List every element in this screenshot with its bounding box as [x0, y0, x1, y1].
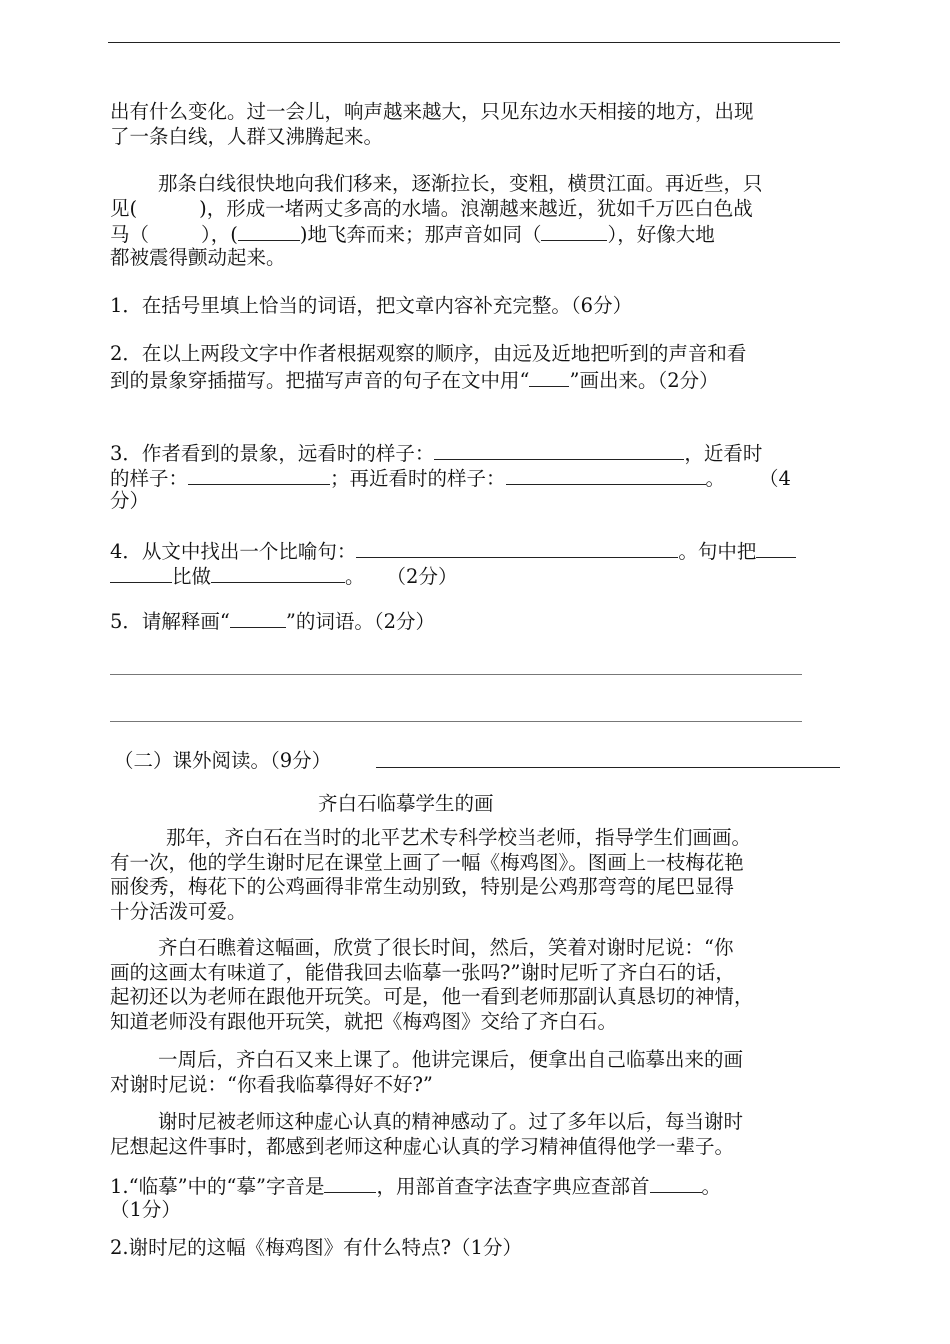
text-fragment: 的样子： — [110, 466, 189, 490]
score-label: （1分） — [110, 1197, 181, 1221]
answer-blank[interactable] — [650, 1173, 702, 1193]
text-line — [110, 440, 840, 465]
text-line: 对谢时尼说：“你看我临摹得好不好?” — [110, 1072, 433, 1096]
text-fragment: ），( — [201, 223, 238, 246]
answer-blank[interactable] — [356, 538, 678, 558]
question-4 — [110, 538, 840, 587]
text-fragment: 马（ — [110, 223, 150, 246]
article-paragraph4 — [110, 1110, 840, 1159]
text-line: 那年，齐白石在当时的北平艺术专科学校当老师，指导学生们画画。 — [166, 826, 752, 849]
text-fragment: ”画出来。（2分） — [569, 368, 719, 392]
fill-blank[interactable] — [238, 221, 300, 241]
text-line: 一周后，齐白石又来上课了。他讲完课后，便拿出自己临摹出来的画 — [158, 1048, 744, 1071]
text-line: 有一次，他的学生谢时尼在课堂上画了一幅《梅鸡图》。图画上一枝梅花艳 — [110, 850, 744, 874]
answer-writing-line[interactable] — [110, 674, 802, 675]
text-line: 都被震得颤动起来。 — [110, 245, 286, 269]
text-fragment: ”的词语。（2分） — [285, 610, 436, 633]
text-line: 出有什么变化。过一会儿，响声越来越大，只见东边水天相接的地方，出现 — [110, 100, 754, 123]
answer-writing-line[interactable] — [110, 721, 802, 722]
question-2 — [110, 342, 840, 391]
article-paragraph3 — [110, 1048, 840, 1097]
score-label: （2分） — [386, 564, 458, 588]
passage1-paragraph2 — [110, 172, 840, 270]
text-line: 丽俊秀，梅花下的公鸡画得非常生动别致，特别是公鸡那弯弯的尾巴显得 — [110, 875, 735, 898]
header-rule — [108, 42, 840, 43]
question-text: 1．在括号里填上恰当的词语，把文章内容补充完整。（6分） — [110, 294, 633, 317]
answer-blank[interactable] — [211, 563, 345, 583]
text-line — [110, 1173, 840, 1198]
text-fragment: ，用部首查字法查字典应查部首 — [376, 1175, 650, 1198]
underline-sample — [230, 608, 286, 628]
text-fragment: ；再近看时的样子： — [330, 466, 506, 490]
text-line: 那条白线很快地向我们移来，逐渐拉长，变粗，横贯江面。再近些，只 — [158, 172, 763, 195]
text-line: 谢时尼被老师这种虚心认真的精神感动了。过了多年以后，每当谢时 — [158, 1110, 744, 1133]
text-fragment: ），好像大地 — [607, 223, 715, 246]
text-line: 2．在以上两段文字中作者根据观察的顺序，由远及近地把听到的声音和看 — [110, 342, 747, 365]
score-label: 分） — [110, 489, 150, 512]
answer-blank[interactable] — [434, 440, 684, 460]
score-label: （4 — [759, 466, 791, 490]
text-fragment: 3．作者看到的景象，远看时的样子： — [110, 442, 435, 465]
article-paragraph1 — [110, 826, 840, 924]
question-1 — [110, 294, 840, 319]
text-fragment: 。句中把 — [678, 540, 757, 563]
text-fragment: 。 — [705, 466, 726, 490]
article-question-1 — [110, 1173, 840, 1222]
text-fragment: )，形成一堵两丈多高的水墙。浪潮越来越近，犹如千万匹白色战 — [199, 196, 753, 220]
passage1-paragraph1 — [110, 100, 840, 149]
text-fragment: ，近看时 — [684, 442, 763, 465]
heading-text: （二）课外阅读。（9分） — [114, 749, 332, 772]
article-paragraph2 — [110, 936, 840, 1034]
text-fragment: 5．请解释画“ — [110, 610, 230, 633]
text-fragment: 。 — [345, 564, 365, 588]
text-fragment: 到的景象穿插描写。把描写声音的句子在文中用“ — [110, 368, 530, 392]
text-line — [110, 197, 840, 222]
text-line — [110, 221, 840, 246]
text-line — [110, 563, 840, 588]
text-fragment: 。 — [701, 1175, 722, 1198]
answer-blank[interactable] — [506, 465, 706, 485]
heading-answer-line[interactable] — [376, 767, 840, 768]
text-line: 十分活泼可爱。 — [110, 899, 247, 923]
text-fragment: 4．从文中找出一个比喻句： — [110, 540, 357, 563]
fill-blank[interactable] — [541, 221, 607, 241]
question-5 — [110, 608, 840, 633]
text-line: 尼想起这件事时，都感到老师这种虚心认真的学习精神值得他学一辈子。 — [110, 1134, 735, 1158]
text-line — [110, 608, 840, 633]
text-fragment: 1.“临摹”中的“摹”字音是 — [110, 1175, 325, 1198]
text-line — [110, 465, 840, 490]
text-line — [110, 367, 840, 392]
text-line: 齐白石瞧着这幅画，欣赏了很长时间，然后，笑着对谢时尼说：“你 — [158, 936, 734, 959]
answer-blank[interactable] — [324, 1173, 376, 1193]
text-fragment: 比做 — [172, 564, 212, 588]
text-fragment: 见( — [110, 196, 138, 220]
question-3 — [110, 440, 840, 514]
question-text: 2.谢时尼的这幅《梅鸡图》有什么特点?（1分） — [110, 1236, 522, 1259]
text-line: 画的这画太有味道了，能借我回去临摹一张吗?”谢时尼听了齐白石的话， — [110, 960, 735, 984]
article-title: 齐白石临摹学生的画 — [318, 792, 494, 815]
answer-blank[interactable] — [188, 465, 330, 485]
text-line — [110, 538, 840, 563]
text-line: 了一条白线，人群又沸腾起来。 — [110, 124, 384, 148]
underline-sample — [529, 367, 569, 387]
answer-blank[interactable] — [110, 563, 172, 583]
text-fragment: )地飞奔而来；那声音如同（ — [299, 223, 542, 246]
article-question-2 — [110, 1236, 840, 1261]
section2-heading — [114, 749, 374, 774]
answer-blank[interactable] — [756, 538, 796, 558]
text-line: 知道老师没有跟他开玩笑，就把《梅鸡图》交给了齐白石。 — [110, 1009, 618, 1033]
text-line: 起初还以为老师在跟他开玩笑。可是，他一看到老师那副认真恳切的神情， — [110, 985, 754, 1008]
